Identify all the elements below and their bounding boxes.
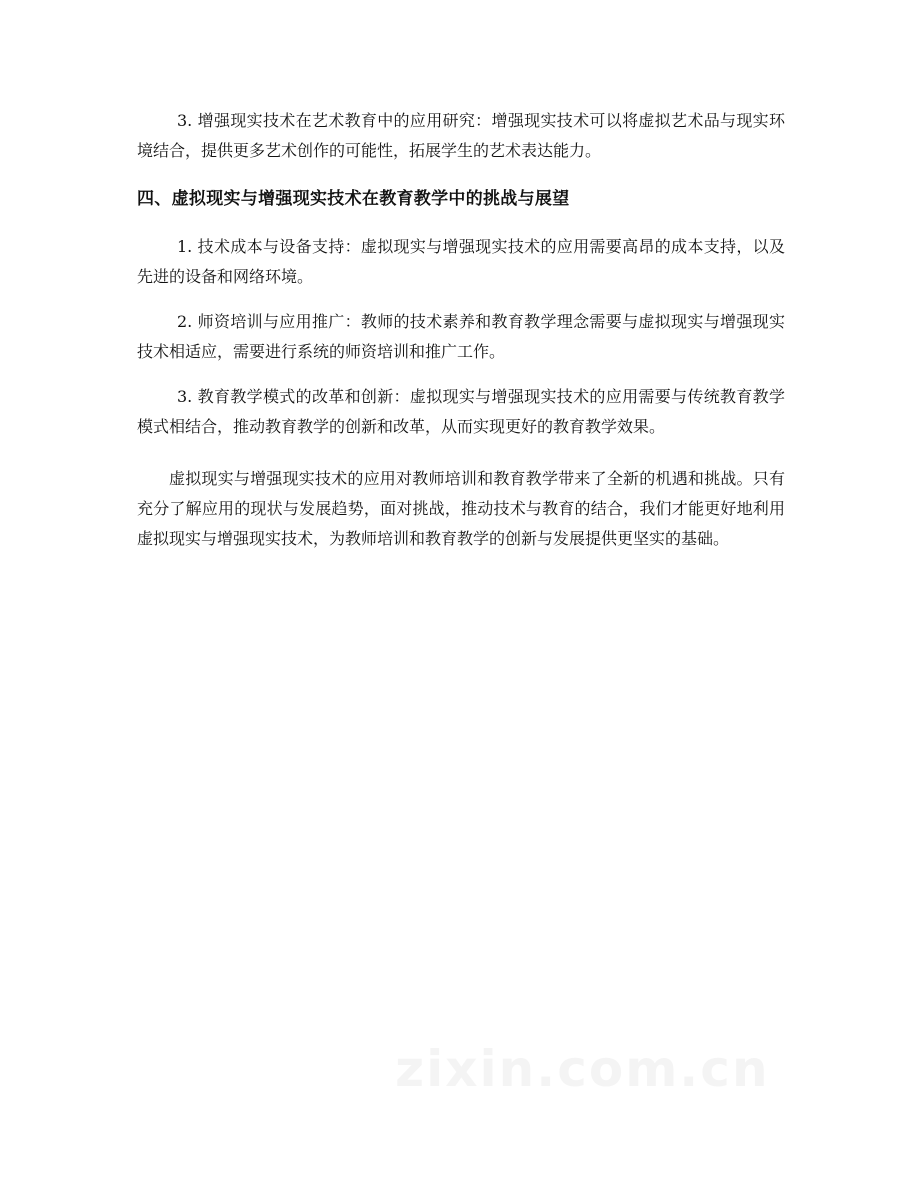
list-item-cost-equipment: 1. 技术成本与设备支持：虚拟现实与增强现实技术的应用需要高昂的成本支持，以及先进的设备和网络环境。 (137, 237, 785, 286)
section-heading-challenges: 四、虚拟现实与增强现实技术在教育教学中的挑战与展望 (137, 189, 570, 209)
watermark: zixin.com.cn (395, 1040, 770, 1098)
paragraph-ar-art-education: 3. 增强现实技术在艺术教育中的应用研究：增强现实技术可以将虚拟艺术品与现实环境结合，提供更多艺术创作的可能性，拓展学生的艺术表达能力。 (137, 111, 785, 160)
summary-paragraph: 虚拟现实与增强现实技术的应用对教师培训和教育教学带来了全新的机遇和挑战。只有充分了解应用的现状与发展趋势，面对挑战，推动技术与教育的结合，我们才能更好地利用虚拟现实与增强现实技术，为教师培训和教育教学的创新与发展提供更坚实的基础。 (137, 469, 785, 548)
list-item-teacher-training: 2. 师资培训与应用推广：教师的技术素养和教育教学理念需要与虚拟现实与增强现实技术相适应，需要进行系统的师资培训和推广工作。 (137, 312, 785, 361)
document-body (137, 106, 785, 554)
list-item-teaching-model: 3. 教育教学模式的改革和创新：虚拟现实与增强现实技术的应用需要与传统教育教学模式相结合，推动教育教学的创新和改革，从而实现更好的教育教学效果。 (137, 387, 785, 436)
